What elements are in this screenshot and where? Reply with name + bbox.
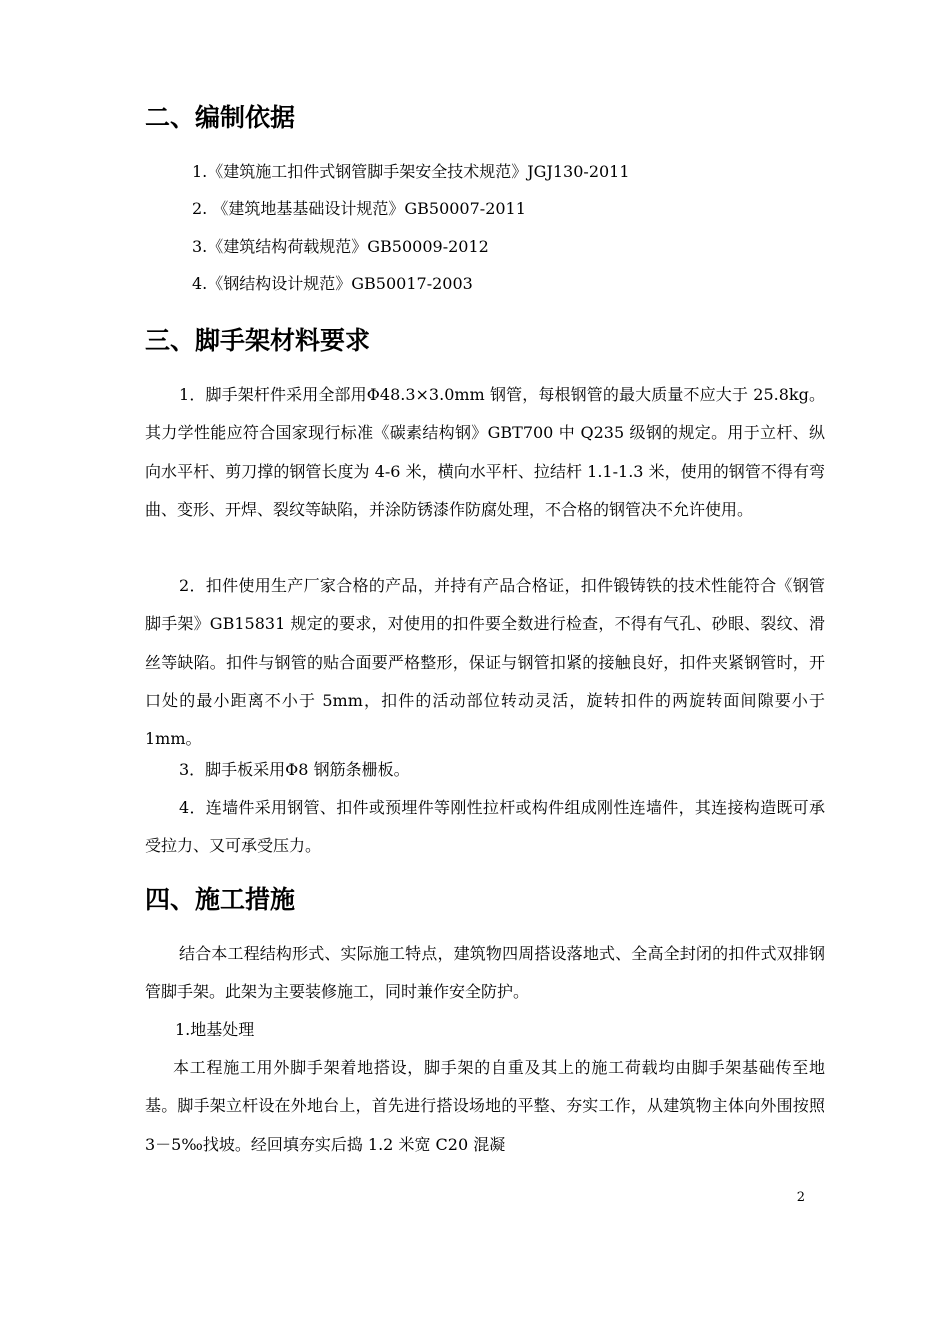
paragraph-foundation: 本工程施工用外脚手架着地搭设，脚手架的自重及其上的施工荷载均由脚手架基础传至地基。脚手架立杆设在外地台上，首先进行搭设场地的平整、夯实工作，从建筑物主体向外围按照 3－5‰找坡。经回填夯实后捣 1.2 米宽 C20 混凝 [145, 1058, 825, 1154]
paragraph-steel-pipe: 1．脚手架杆件采用全部用Φ48.3×3.0mm 钢管，每根钢管的最大质量不应大于 25.8kg。其力学性能应符合国家现行标准《碳素结构钢》GBT700 中 Q235 级钢的规定。用于立杆、纵向水平杆、剪刀撑的钢管长度为 4-6 米，横向水平杆、拉结杆 1.1-1.3 米，使用的钢管不得有弯曲、变形、开焊、裂纹等缺陷，并涂防锈漆作防腐处理，不合格的钢管决不允许使用。 [145, 385, 825, 519]
section-heading-measures: 四、施工措施 [145, 885, 296, 914]
subheading-foundation: 1.地基处理 [175, 1020, 255, 1039]
paragraph-measures-intro: 结合本工程结构形式、实际施工特点，建筑物四周搭设落地式、全高全封闭的扣件式双排钢管脚手架。此架为主要装修施工，同时兼作安全防护。 [145, 944, 825, 1002]
section-heading-basis: 二、编制依据 [145, 103, 296, 132]
reference-item: 1.《建筑施工扣件式钢管脚手架安全技术规范》JGJ130-2011 [192, 162, 630, 181]
paragraph-wall-tie: 4．连墙件采用钢管、扣件或预埋件等刚性拉杆或构件组成刚性连墙件，其连接构造既可承受拉力、又可承受压力。 [145, 798, 825, 856]
reference-item: 3.《建筑结构荷载规范》GB50009-2012 [192, 237, 489, 256]
reference-item: 4.《钢结构设计规范》GB50017-2003 [192, 274, 473, 293]
section-heading-materials: 三、脚手架材料要求 [145, 326, 371, 355]
paragraph-fastener: 2．扣件使用生产厂家合格的产品，并持有产品合格证，扣件锻铸铁的技术性能符合《钢管脚手架》GB15831 规定的要求，对使用的扣件要全数进行检查，不得有气孔、砂眼、裂纹、滑丝等缺陷。扣件与钢管的贴合面要严格整形，保证与钢管扣紧的接触良好，扣件夹紧钢管时，开口处的最小距离不小于 5mm，扣件的活动部位转动灵活，旋转扣件的两旋转面间隙要小于 1mm。 [145, 576, 825, 749]
page-number: 2 [796, 1190, 805, 1205]
reference-item: 2. 《建筑地基基础设计规范》GB50007-2011 [192, 199, 526, 218]
paragraph-scaffold-board: 3．脚手板采用Φ8 钢筋条栅板。 [179, 760, 410, 779]
